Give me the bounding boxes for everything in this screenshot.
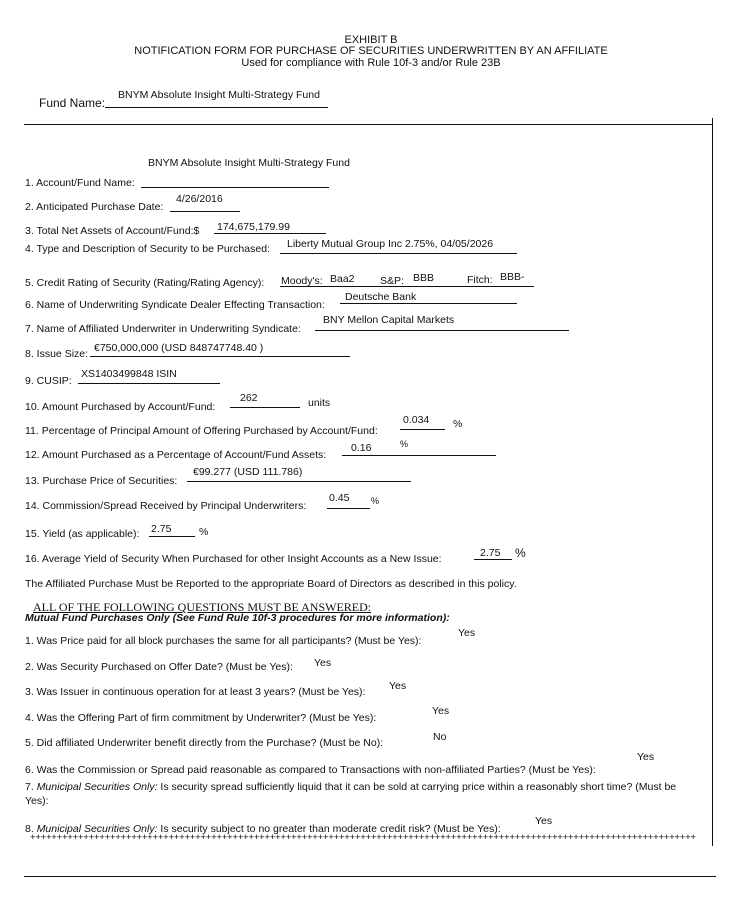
account-fund-name-value: BNYM Absolute Insight Multi-Strategy Fund <box>148 157 350 169</box>
offering-percentage-underline <box>400 429 445 430</box>
cusip-underline <box>78 383 220 384</box>
affiliated-underwriter-underline <box>315 330 569 331</box>
security-description-underline <box>280 253 517 254</box>
assets-percentage-value: 0.16 <box>351 442 372 454</box>
fund-name-value: BNYM Absolute Insight Multi-Strategy Fund <box>118 89 320 101</box>
sp-label: S&P: <box>380 275 404 287</box>
offering-percentage-label: 11. Percentage of Principal Amount of Offering Purchased by Account/Fund: <box>25 425 378 437</box>
amount-purchased-units: units <box>308 397 331 409</box>
plus-separator: +++++++++++++++++++++++++++++++++++++++++++++++++++++++++++++++++++++++++++++++++++++++++++++++++++++++++++++++++++++++++++++ <box>30 832 696 843</box>
answer-2: Yes <box>314 657 332 669</box>
commission-spread-suffix: % <box>371 496 380 506</box>
question-7 <box>25 781 676 793</box>
commission-spread-underline <box>327 508 370 509</box>
answer-5: No <box>433 731 447 743</box>
questions-heading: ALL OF THE FOLLOWING QUESTIONS MUST BE ANSWERED: <box>33 600 372 614</box>
assets-percentage-label: 12. Amount Purchased as a Percentage of Account/Fund Assets: <box>25 449 327 461</box>
average-yield-value: 2.75 <box>480 547 501 559</box>
question-2: 2. Was Security Purchased on Offer Date? (Must be Yes): <box>25 661 293 673</box>
question-5: 5. Did affiliated Underwriter benefit directly from the Purchase? (Must be No): <box>25 737 384 749</box>
average-yield-label: 16. Average Yield of Security When Purchased for other Insight Accounts as a New Issue: <box>25 553 442 565</box>
question-7-continuation: Yes): <box>25 795 49 807</box>
syndicate-dealer-label: 6. Name of Underwriting Syndicate Dealer Effecting Transaction: <box>25 299 325 311</box>
moodys-rating: Baa2 <box>330 273 355 285</box>
purchase-price-label: 13. Purchase Price of Securities: <box>25 475 178 487</box>
offering-percentage-value: 0.034 <box>403 414 430 426</box>
security-description-label: 4. Type and Description of Security to be Purchased: <box>25 243 270 255</box>
credit-rating-label: 5. Credit Rating of Security (Rating/Rating Agency): <box>25 277 265 289</box>
moodys-label: Moody's: <box>281 275 323 287</box>
account-fund-name-label: 1. Account/Fund Name: <box>25 177 135 189</box>
commission-spread-label: 14. Commission/Spread Received by Principal Underwriters: <box>25 500 307 512</box>
offering-percentage-suffix: % <box>453 418 463 430</box>
answer-1: Yes <box>458 627 476 639</box>
box-top-border <box>24 124 712 125</box>
fitch-label: Fitch: <box>467 274 493 286</box>
syndicate-dealer-value: Deutsche Bank <box>345 291 417 303</box>
issue-size-value: €750,000,000 (USD 848747748.40 ) <box>94 342 264 354</box>
form-title: NOTIFICATION FORM FOR PURCHASE OF SECURITIES UNDERWRITTEN BY AN AFFILIATE <box>134 45 608 57</box>
net-assets-underline <box>214 233 326 234</box>
fitch-rating: BBB- <box>500 271 525 283</box>
credit-rating-underline <box>280 286 534 287</box>
affiliated-underwriter-label: 7. Name of Affiliated Underwriter in Underwriting Syndicate: <box>25 323 301 335</box>
bottom-rule <box>24 876 716 877</box>
sp-rating: BBB <box>413 272 435 284</box>
yield-value: 2.75 <box>151 523 172 535</box>
question-1: 1. Was Price paid for all block purchases the same for all participants? (Must be Yes): <box>25 635 422 647</box>
answer-6: Yes <box>637 751 655 763</box>
answer-8: Yes <box>535 815 553 827</box>
account-fund-name-underline <box>141 187 329 188</box>
average-yield-suffix: % <box>515 546 526 560</box>
question-7-italic: Municipal Securities Only: <box>36 781 158 793</box>
syndicate-dealer-underline <box>340 303 517 304</box>
security-description-value: Liberty Mutual Group Inc 2.75%, 04/05/2026 <box>287 238 494 250</box>
average-yield-underline <box>474 559 512 560</box>
cusip-value: XS1403499848 ISIN <box>81 368 177 380</box>
assets-percentage-underline <box>342 455 496 456</box>
purchase-date-value: 4/26/2016 <box>176 193 223 205</box>
yield-underline <box>149 536 195 537</box>
form-subtitle: Used for compliance with Rule 10f-3 and/or Rule 23B <box>241 57 501 69</box>
answer-4: Yes <box>432 705 450 717</box>
purchase-price-underline <box>187 481 411 482</box>
net-assets-label: 3. Total Net Assets of Account/Fund:$ <box>25 225 200 237</box>
question-6: 6. Was the Commission or Spread paid reasonable as compared to Transactions with non-affiliated Parties? (Must be Yes): <box>25 764 596 776</box>
question-8-text: Is security subject to no greater than moderate credit risk? (Must be Yes): <box>157 823 501 835</box>
net-assets-value: 174,675,179.99 <box>217 221 290 233</box>
yield-label: 15. Yield (as applicable): <box>25 528 140 540</box>
box-right-border <box>712 118 713 846</box>
question-7-text: Is security spread sufficiently liquid that it can be sold at carrying price within a reasonably short time? (Must be <box>157 781 677 793</box>
question-8-italic: Municipal Securities Only: <box>36 823 158 835</box>
question-7-prefix: 7. <box>25 781 37 793</box>
purchase-date-underline <box>170 211 240 212</box>
amount-purchased-value: 262 <box>240 392 258 404</box>
question-8-prefix: 8. <box>25 823 37 835</box>
fund-name-label: Fund Name: <box>39 96 106 110</box>
purchase-date-label: 2. Anticipated Purchase Date: <box>25 201 164 213</box>
fund-name-underline <box>105 107 328 108</box>
questions-subheading: Mutual Fund Purchases Only (See Fund Rule 10f-3 procedures for more information): <box>25 612 450 624</box>
yield-suffix: % <box>199 526 209 538</box>
answer-3: Yes <box>389 680 407 692</box>
commission-spread-value: 0.45 <box>329 492 350 504</box>
issue-size-underline <box>90 356 350 357</box>
board-report-notice: The Affiliated Purchase Must be Reported to the appropriate Board of Directors as described in this policy. <box>25 578 517 590</box>
affiliated-underwriter-value: BNY Mellon Capital Markets <box>323 314 455 326</box>
amount-purchased-underline <box>230 407 300 408</box>
assets-percentage-suffix: % <box>400 439 409 449</box>
question-4: 4. Was the Offering Part of firm commitment by Underwriter? (Must be Yes): <box>25 712 377 724</box>
exhibit-label: EXHIBIT B <box>344 34 398 46</box>
purchase-price-value: €99.277 (USD 111.786) <box>193 466 303 478</box>
issue-size-label: 8. Issue Size: <box>25 348 89 360</box>
question-3: 3. Was Issuer in continuous operation for at least 3 years? (Must be Yes): <box>25 686 366 698</box>
amount-purchased-label: 10. Amount Purchased by Account/Fund: <box>25 401 216 413</box>
cusip-label: 9. CUSIP: <box>25 375 72 387</box>
